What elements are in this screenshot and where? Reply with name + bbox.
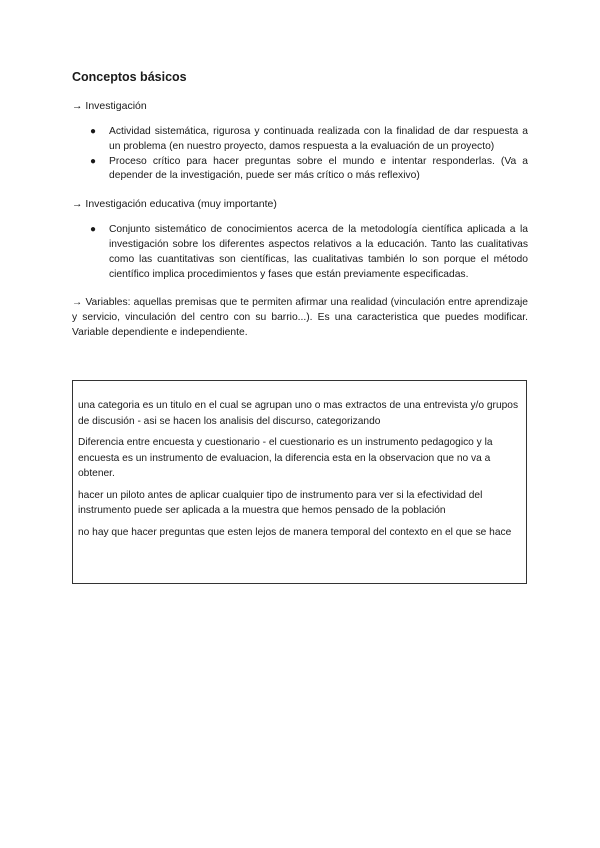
list-item xyxy=(90,125,528,155)
list-item xyxy=(90,155,528,185)
document-body xyxy=(72,70,528,351)
bullet-icon: ● xyxy=(90,155,97,167)
note-paragraph: no hay que hacer preguntas que esten lejos de manera temporal del contexto en el que se hace xyxy=(78,526,512,538)
list-item-text: Actividad sistemática, rigurosa y continuada realizada con la finalidad de dar respuesta a un problema (en nuestro proyecto, damos respuesta a la evaluación de un proyecto) xyxy=(109,126,528,152)
variables-paragraph: → Variables: aquellas premisas que te permiten afirmar una realidad (vinculación entre aprendizaje y servicio, vinculación del centro con su barrio...). Es una caracteristica que puedes modificar. Variable dependiente e independiente. xyxy=(72,297,528,339)
section-heading-investigacion-educativa: → Investigación educativa (muy importante) xyxy=(72,198,277,211)
bullet-icon: ● xyxy=(90,126,97,137)
note-paragraph: una categoria es un titulo en el cual se agrupan uno o mas extractos de una entrevista y/o grupos de discusión - asi se hacen los analisis del discurso, categorizando xyxy=(78,400,519,427)
list-item xyxy=(90,223,528,282)
bullet-icon: ● xyxy=(90,224,97,236)
list-item-text: Conjunto sistemático de conocimientos acerca de la metodología científica aplicada a la investigación sobre los diferentes aspectos relativos a la educación. Tanto las cualitativas como las cuantitativas son científicas, las cualitativas también lo son porque el método científico implica procedimientos y fases que están previamente especificadas. xyxy=(109,224,528,280)
note-paragraph: hacer un piloto antes de aplicar cualquier tipo de instrumento para ver si la efectividad del instrumento puede ser aplicada a la muestra que hemos pensado de la población xyxy=(78,489,483,516)
note-paragraph: Diferencia entre encuesta y cuestionario - el cuestionario es un instrumento pedagogico y la encuesta es un instrumento de evaluacion, la diferencia esta en la observacion que no va a obtener. xyxy=(78,437,493,479)
list-item-text: Proceso crítico para hacer preguntas sobre el mundo e intentar responderlas. (Va a depender de la investigación, puede ser más crítico o más reflexivo) xyxy=(109,155,528,182)
bullet-list-investigacion-educativa xyxy=(72,223,528,282)
document-title: Conceptos básicos xyxy=(72,70,187,84)
section-heading-investigacion: → Investigación xyxy=(72,100,147,112)
notes-box xyxy=(72,380,527,584)
bullet-list-investigacion xyxy=(72,125,528,184)
